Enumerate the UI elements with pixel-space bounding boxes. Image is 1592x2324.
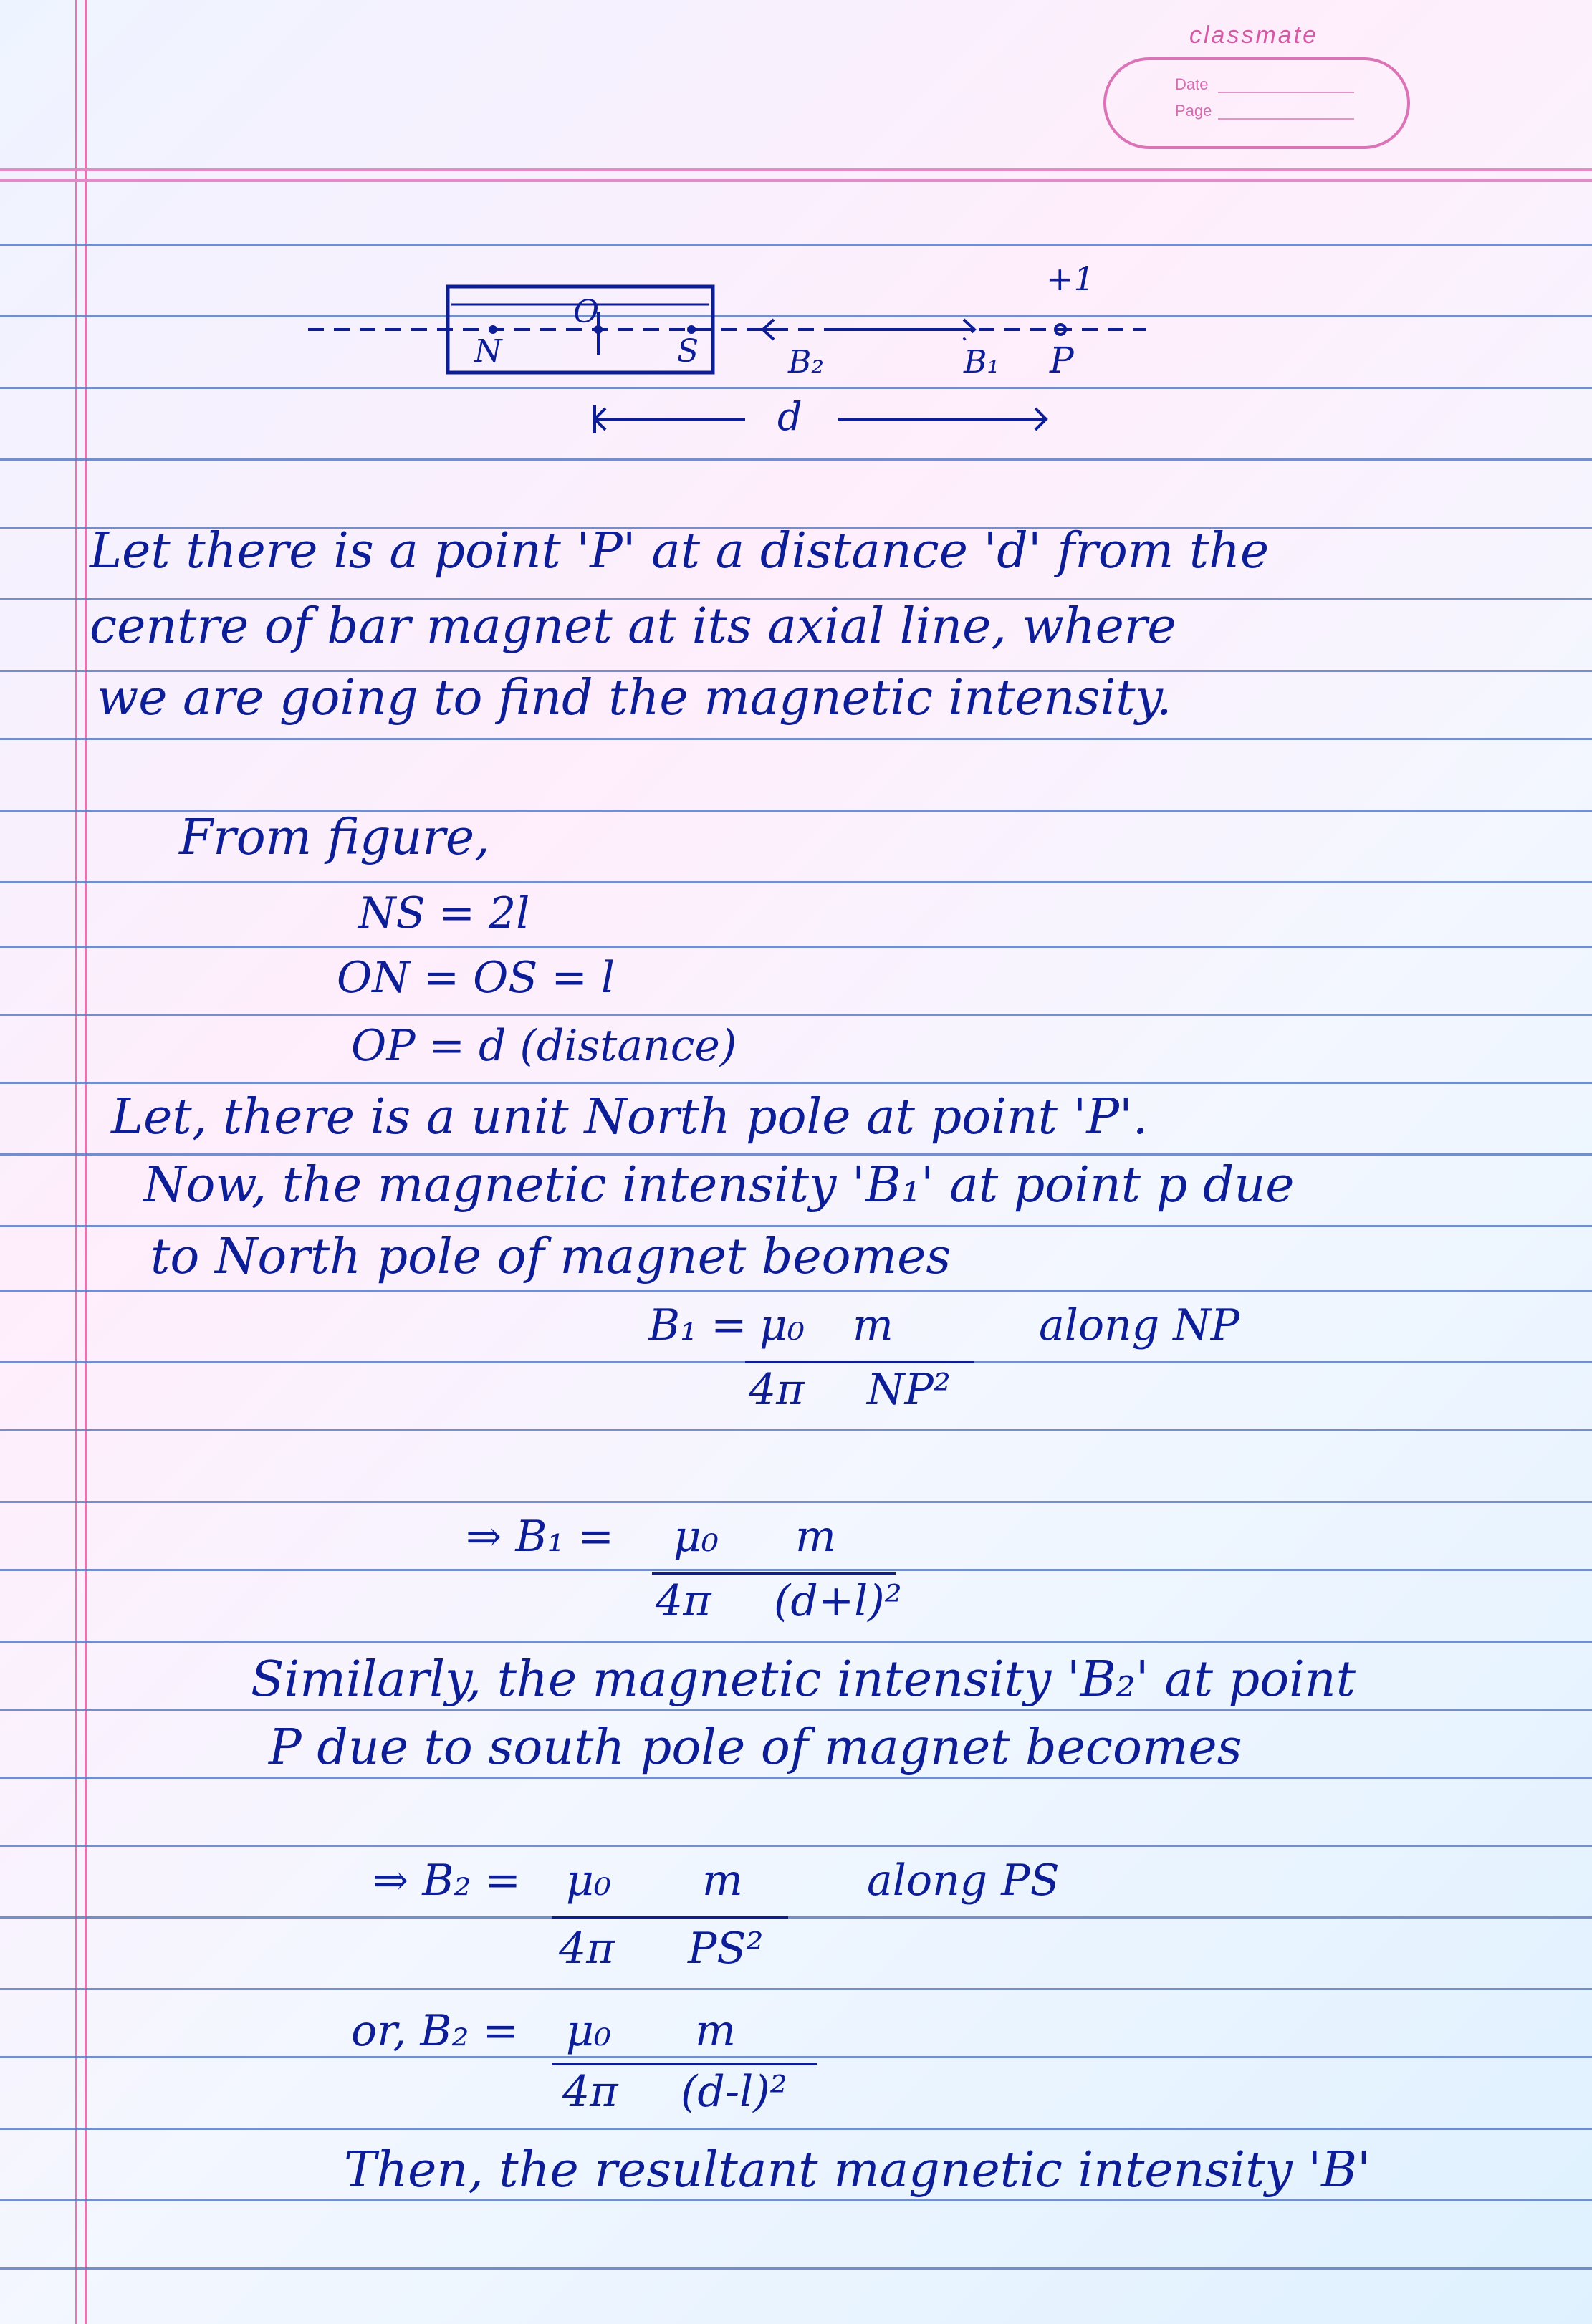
eq2-fraction-bar: [652, 1572, 896, 1575]
eq4-denominator: (d-l)²: [681, 2067, 787, 2117]
eq3-four-pi: 4π: [559, 1924, 615, 1974]
intro-line-1: Let there is a point 'P' at a distance 'd' from the: [90, 523, 1270, 580]
closing-line-1: Then, the resultant magnetic intensity 'B': [344, 2142, 1371, 2199]
eq2-m: m: [795, 1512, 836, 1562]
header-rule-2: [0, 179, 1592, 182]
eq4-four-pi: 4π: [562, 2067, 618, 2117]
distance-arrow: [595, 405, 1046, 433]
step2-line-1: Similarly, the magnetic intensity 'B₂' at point: [251, 1651, 1356, 1708]
distance-label: d: [777, 394, 802, 439]
north-label: N: [474, 333, 502, 370]
ruled-line: [0, 1082, 1592, 1084]
given-ns: NS = 2l: [358, 888, 530, 938]
intro-line-2: centre of bar magnet at its axial line, where: [90, 598, 1176, 655]
margin-line-left: [75, 0, 77, 2324]
eq4-m: m: [695, 2006, 736, 2056]
eq3-fraction-bar: [552, 1916, 788, 1919]
given-op: OP = d (distance): [351, 1021, 737, 1071]
eq1-four-pi: 4π: [749, 1365, 805, 1415]
ruled-line: [0, 1501, 1592, 1503]
eq3-denominator: PS²: [688, 1924, 764, 1974]
eq1-m: m: [853, 1300, 893, 1350]
eq3-m: m: [702, 1855, 743, 1906]
centre-label: O: [573, 294, 600, 330]
intro-line-3: we are going to find the magnetic intensity.: [97, 670, 1172, 726]
ruled-line: [0, 1777, 1592, 1779]
b2-arrow: [763, 320, 788, 340]
eq1-mu: μ₀: [759, 1300, 805, 1350]
ruled-line: [0, 1916, 1592, 1919]
ruled-line: [0, 1153, 1592, 1156]
south-label: S: [677, 333, 699, 370]
date-line: [1218, 92, 1354, 93]
givens-heading: From figure,: [179, 810, 490, 866]
p-label: P: [1050, 340, 1074, 381]
page-line: [1218, 118, 1354, 120]
eq3-mu: μ₀: [566, 1855, 612, 1906]
ruled-line: [0, 1225, 1592, 1227]
b1-label: B₁: [964, 344, 999, 380]
ruled-line: [0, 946, 1592, 948]
eq2-mu: μ₀: [673, 1512, 719, 1562]
date-label: Date: [1175, 75, 1209, 93]
eq2-lhs: ⇒ B₁ =: [466, 1512, 614, 1562]
ruled-line: [0, 1845, 1592, 1847]
eq1-denominator: NP²: [867, 1365, 951, 1415]
ruled-line: [0, 1429, 1592, 1431]
eq4-mu: μ₀: [566, 2006, 612, 2056]
margin-line-left-2: [85, 0, 87, 2324]
eq3-lhs: ⇒ B₂ =: [373, 1855, 521, 1906]
ruled-line: [0, 2128, 1592, 2130]
ruled-line: [0, 458, 1592, 461]
ruled-line: [0, 1641, 1592, 1643]
step1-line-2: Now, the magnetic intensity 'B₁' at point p due: [143, 1157, 1295, 1214]
ruled-line: [0, 1988, 1592, 1990]
brand-logo: classmate: [1189, 21, 1319, 49]
eq2-four-pi: 4π: [656, 1576, 711, 1626]
eq1-fraction-bar: [745, 1361, 974, 1363]
eq4-lhs: or, B₂ =: [351, 2006, 519, 2056]
step2-line-2: P due to south pole of magnet becomes: [269, 1719, 1242, 1776]
ruled-line: [0, 2199, 1592, 2201]
bar-magnet-diagram: [287, 258, 1218, 451]
eq3-direction: along PS: [867, 1855, 1060, 1906]
given-on-os: ON = OS = l: [337, 953, 615, 1003]
unit-pole-label: +1: [1046, 259, 1095, 298]
date-page-scroll: [1103, 57, 1410, 149]
ruled-line: [0, 881, 1592, 883]
ruled-line: [0, 1569, 1592, 1571]
ruled-line: [0, 244, 1592, 246]
header-rule-1: [0, 168, 1592, 171]
eq1-lhs: B₁ =: [648, 1300, 747, 1350]
ruled-line: [0, 738, 1592, 740]
ruled-line: [0, 2267, 1592, 2270]
step1-line-3: to North pole of magnet beomes: [150, 1229, 951, 1285]
step1-line-1: Let, there is a unit North pole at point 'P'.: [111, 1089, 1149, 1146]
b2-label: B₂: [788, 344, 824, 380]
ruled-line: [0, 1709, 1592, 1711]
ruled-line: [0, 1290, 1592, 1292]
eq1-direction: along NP: [1039, 1300, 1240, 1350]
ruled-line: [0, 2056, 1592, 2058]
eq2-denominator: (d+l)²: [774, 1576, 902, 1626]
page-label: Page: [1175, 102, 1212, 120]
eq4-fraction-bar: [552, 2063, 817, 2065]
ruled-line: [0, 1014, 1592, 1016]
